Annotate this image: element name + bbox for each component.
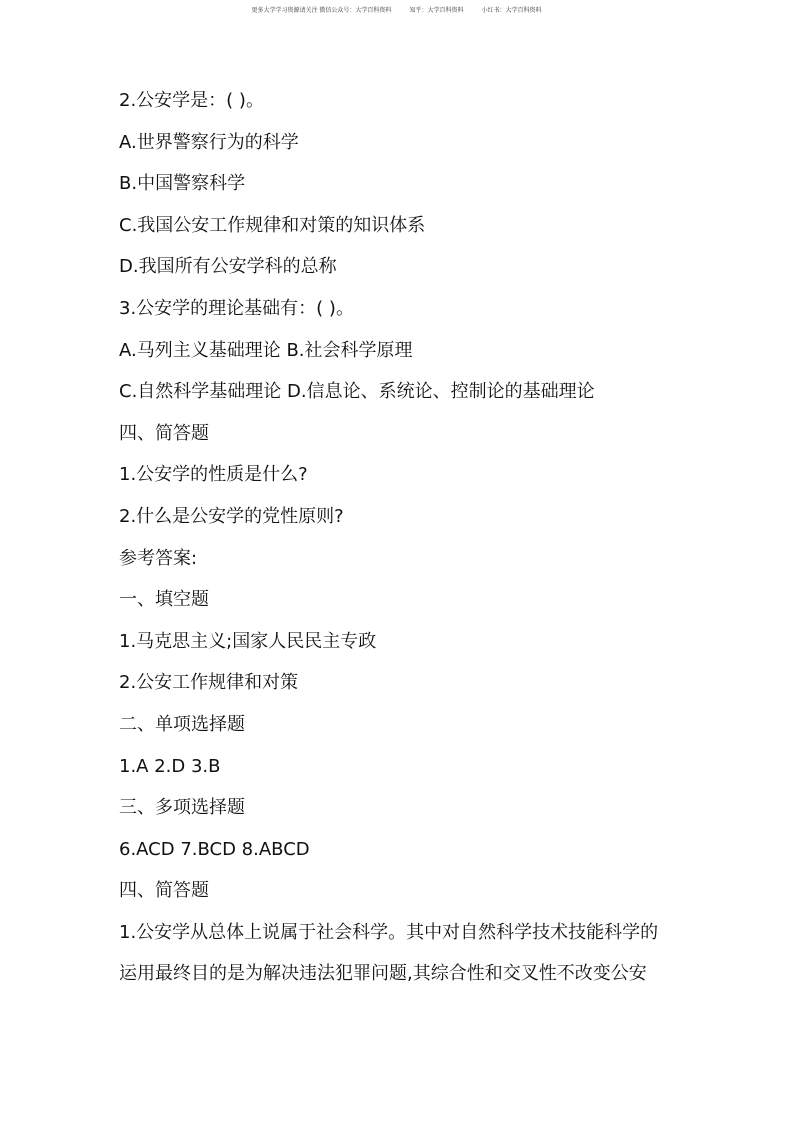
short-answer-question-1: 1.公安学的性质是什么?: [119, 464, 308, 486]
answer-short-1-line-2: 运用最终目的是为解决违法犯罪问题,其综合性和交叉性不改变公安: [119, 963, 647, 985]
question-3-options-ab: A.马列主义基础理论 B.社会科学原理: [119, 339, 413, 361]
short-answer-question-2: 2.什么是公安学的党性原则?: [119, 505, 344, 527]
answers-section-multiple-choice: 三、多项选择题: [119, 797, 245, 819]
question-2-option-c: C.我国公安工作规律和对策的知识体系: [119, 214, 426, 236]
answers-section-single-choice: 二、单项选择题: [119, 713, 245, 735]
header-text-xiaohongshu: 小红书：大学百科资料: [481, 7, 542, 14]
page-header: [0, 7, 793, 15]
answer-fill-blank-1: 1.马克思主义;国家人民民主专政: [119, 630, 377, 652]
document-body: [119, 84, 699, 999]
header-text-zhihu: 知乎：大学百科资料: [409, 7, 464, 14]
section-heading-short-answer: 四、简答题: [119, 422, 209, 444]
question-3-options-cd: C.自然科学基础理论 D.信息论、系统论、控制论的基础理论: [119, 381, 595, 403]
answer-fill-blank-2: 2.公安工作规律和对策: [119, 672, 299, 694]
answer-short-1-line-1: 1.公安学从总体上说属于社会科学。其中对自然科学技术技能科学的: [119, 921, 659, 943]
answer-multiple-choice: 6.ACD 7.BCD 8.ABCD: [119, 838, 310, 860]
question-2-option-d: D.我国所有公安学科的总称: [119, 256, 337, 278]
header-text-wechat: 更多大学学习资源请关注 微信公众号：大学百科资料: [251, 7, 392, 14]
answers-heading: 参考答案:: [119, 547, 198, 569]
answers-section-short-answer: 四、简答题: [119, 880, 209, 902]
question-2-stem: 2.公安学是：( )。: [119, 90, 264, 111]
question-3-stem: 3.公安学的理论基础有：( )。: [119, 297, 354, 319]
question-2-option-b: B.中国警察科学: [119, 173, 246, 195]
answers-section-fill-blank: 一、填空题: [119, 589, 209, 611]
question-2-option-a: A.世界警察行为的科学: [119, 131, 299, 153]
answer-single-choice: 1.A 2.D 3.B: [119, 755, 221, 777]
